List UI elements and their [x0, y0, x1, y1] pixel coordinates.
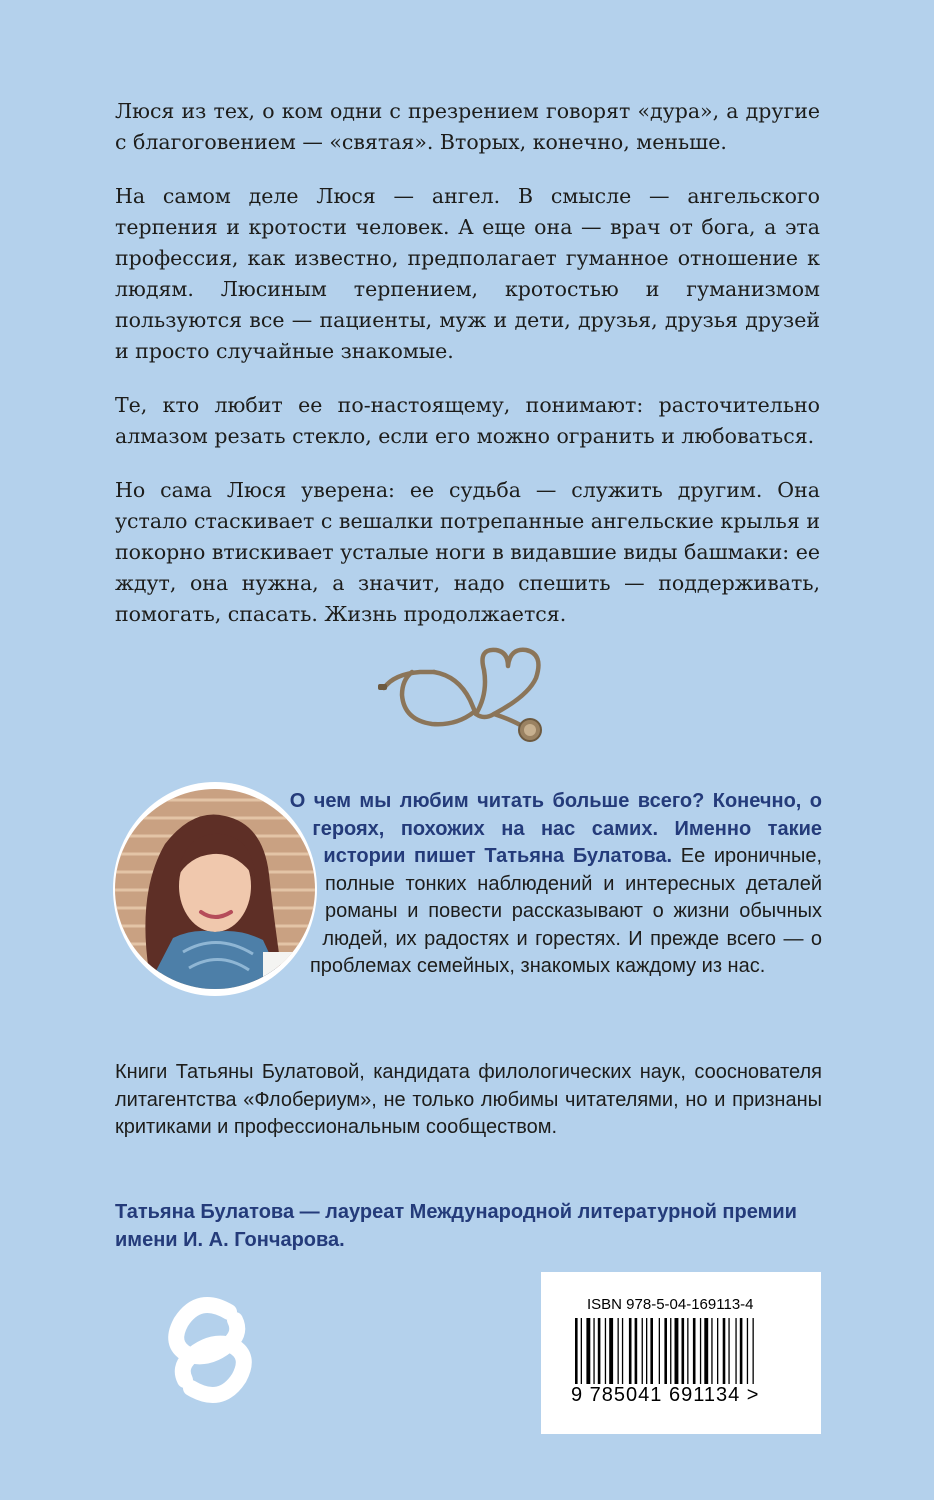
- stethoscope-heart-icon: [372, 640, 562, 750]
- barcode-digits: 9 785041 691134 >: [563, 1384, 811, 1407]
- author-credentials: Книги Татьяны Булатовой, кандидата филологических наук, сооснователя литагентства «Флобериум», не только любимы читателями, но и признаны критиками и профессиональным сообществом.: [115, 1061, 822, 1138]
- author-laureate: Татьяна Булатова — лауреат Международной литературной премии имени И. А. Гончарова.: [115, 1201, 797, 1251]
- annotation-paragraph-1: Люся из тех, о ком одни с презрением говорят «дура», а другие с благоговением — «святая». Вторых, конечно, меньше.: [115, 99, 820, 154]
- annotation-paragraph-3: Те, кто любит ее по-настоящему, понимают: расточительно алмазом резать стекло, если его можно огранить и любоваться.: [115, 393, 820, 448]
- author-intro: [115, 788, 822, 1004]
- annotation-text: [115, 96, 820, 653]
- author-intro-lead: О чем мы любим читать больше всего? Конечно, о героях, похожих на нас самих. Именно такие истории пишет Татьяна Булатова.: [289, 790, 822, 867]
- annotation-paragraph-2: На самом деле Люся — ангел. В смысле — ангельского терпения и кротости человек. А еще она — врач от бога, а эта профессия, как известно, предполагает гуманное отношение к людям. Люсиным терпением, кротостью и гуманизмом пользуются все — пациенты, муж и дети, друзья, друзья друзей и просто случайные знакомые.: [115, 184, 820, 363]
- author-intro-rest: Ее ироничные, полные тонких наблюдений и интересных деталей романы и повести рассказывают о жизни обычных людей, их радостях и горестях. И прежде всего — о проблемах семейных, знакомых каждому из нас.: [309, 845, 823, 977]
- isbn-label: ISBN 978-5-04-169113-4: [587, 1296, 754, 1313]
- annotation-paragraph-4: Но сама Люся уверена: ее судьба — служить другим. Она устало стаскивает с вешалки потрепанные ангельские крылья и покорно втискивает усталые ноги в видавшие виды башмаки: ее ждут, она нужна, а значит, надо спешить — поддерживать, помогать, спасать. Жизнь продолжается.: [115, 478, 820, 626]
- publisher-logo-icon: [165, 1290, 255, 1410]
- barcode: [541, 1272, 821, 1434]
